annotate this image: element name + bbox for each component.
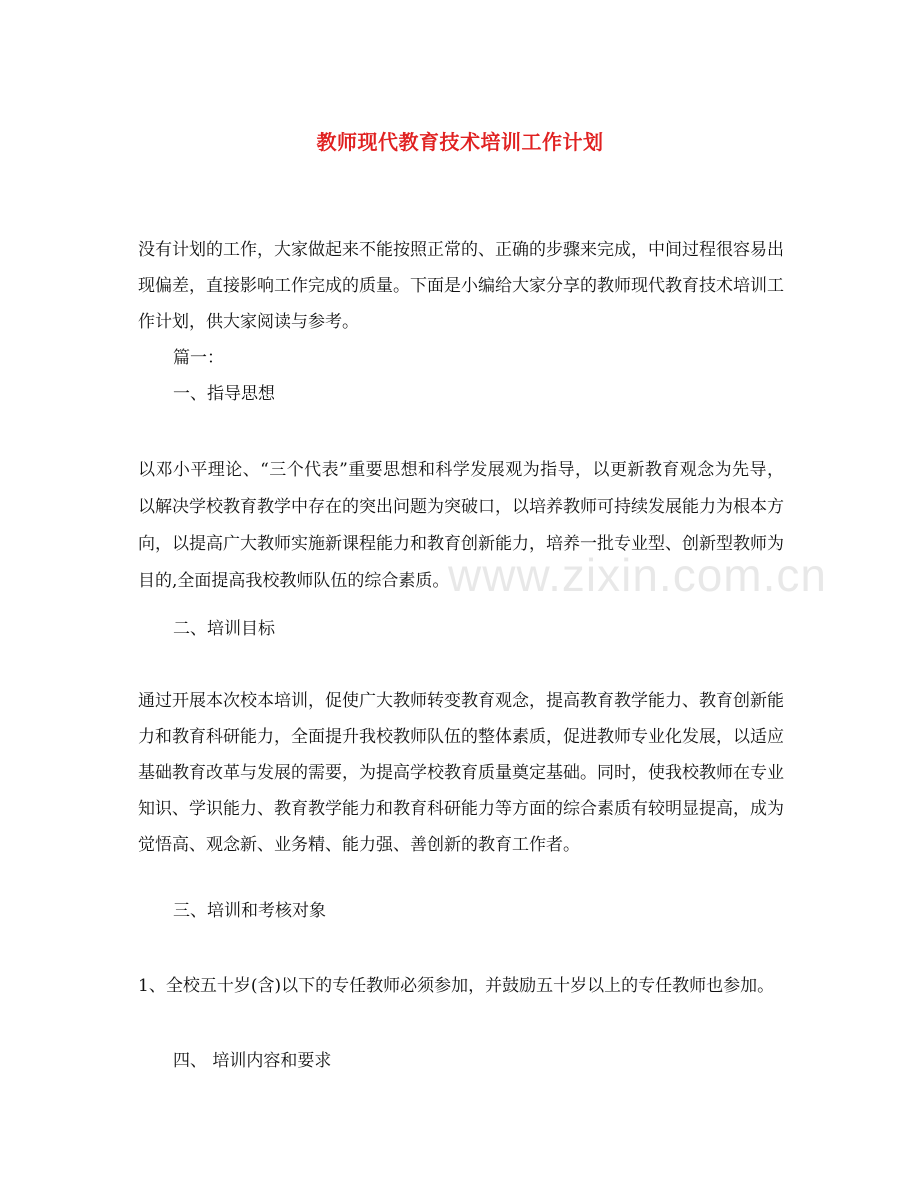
document-title: 教师现代教育技术培训工作计划 [316,130,604,154]
part-label: 篇一： [173,348,224,368]
section2-paragraph: 通过开展本次校本培训，促使广大教师转变教育观念，提高教育教学能力、教育创新能力和教育科研能力，全面提升我校教师队伍的整体素质，促进教师专业化发展，以适应基础教育改革与发展的需要，为提高学校教育质量奠定基础。同时，使我校教师在专业知识、学识能力、教育教学能力和教育科研能力等方面的综合素质有较明显提高，成为觉悟高、观念新、业务精、能力强、善创新的教育工作者。 [138,691,784,855]
section2-heading: 二、培训目标 [173,619,275,639]
watermark: www.zixin.com.cn [448,549,827,601]
section3-paragraph: 1、全校五十岁(含)以下的专任教师必须参加，并鼓励五十岁以上的专任教师也参加。 [138,976,775,996]
intro-paragraph: 没有计划的工作，大家做起来不能按照正常的、正确的步骤来完成，中间过程很容易出现偏差，直接影响工作完成的质量。下面是小编给大家分享的教师现代教育技术培训工作计划，供大家阅读与参考。 [138,240,784,332]
section1-paragraph: 以邓小平理论、“三个代表”重要思想和科学发展观为指导，以更新教育观念为先导，以解决学校教育教学中存在的突出问题为突破口，以培养教师可持续发展能力为根本方向，以提高广大教师实施新课程能力和教育创新能力，培养一批专业型、创新型教师为目的,全面提高我校教师队伍的综合素质。 [138,460,784,591]
section1-heading: 一、指导思想 [173,384,275,404]
section4-heading: 四、 培训内容和要求 [173,1051,332,1071]
section3-heading: 三、培训和考核对象 [173,901,326,921]
